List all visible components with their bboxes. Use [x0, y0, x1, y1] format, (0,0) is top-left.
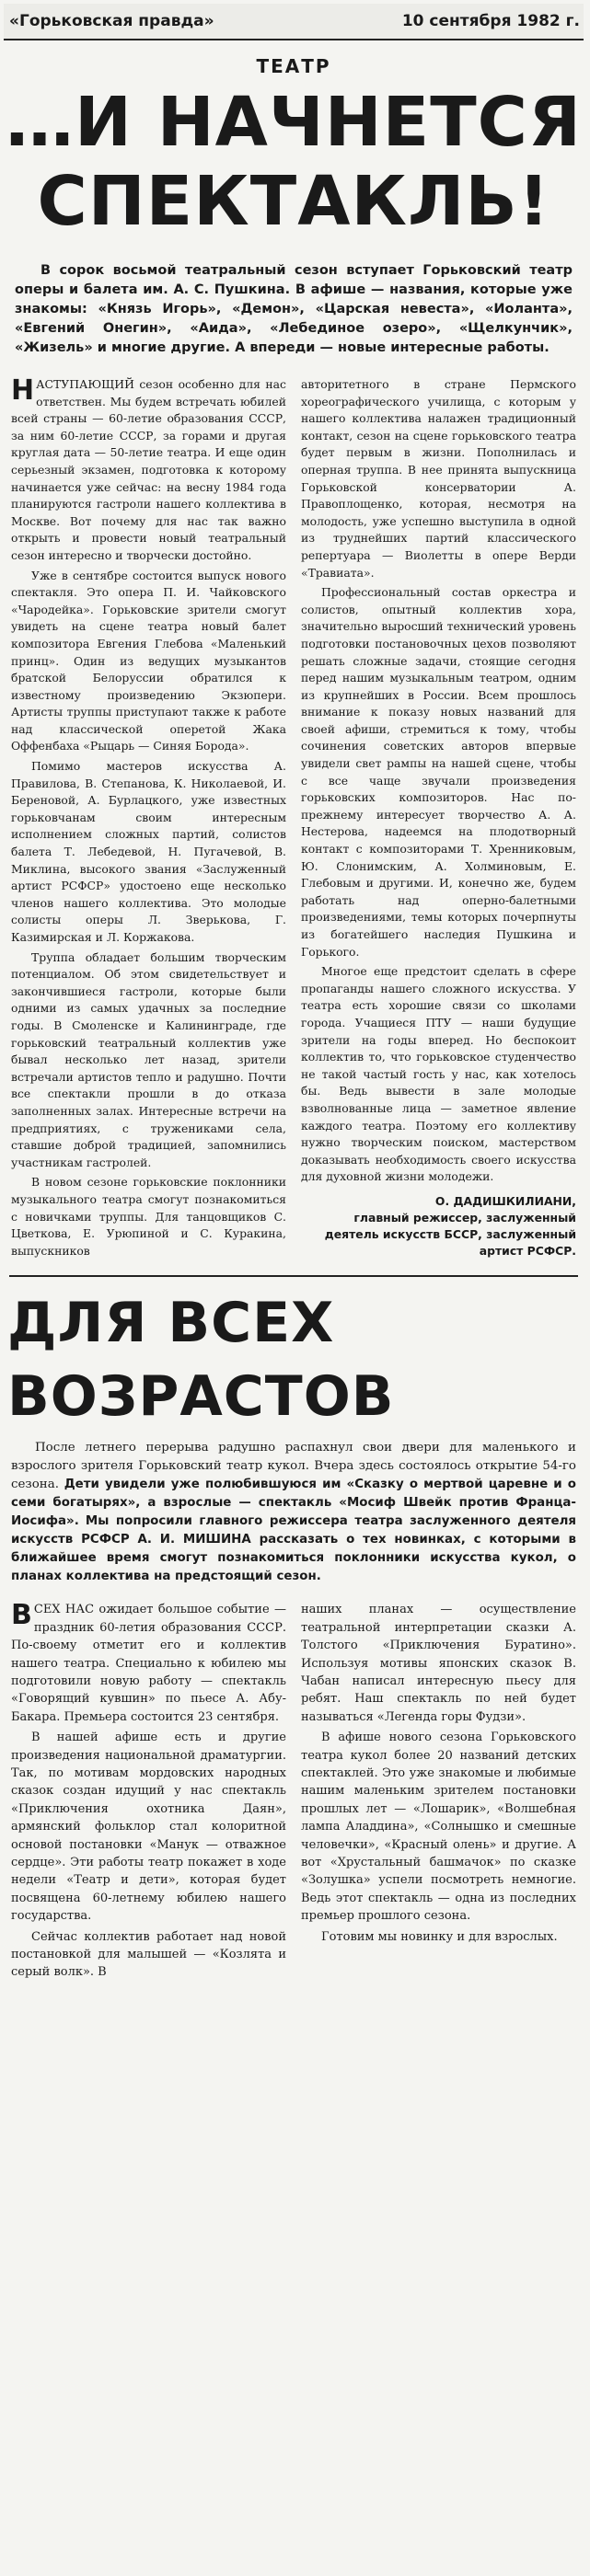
- lead-bold-text: Дети увидели уже полюбившуюся им «Сказку о мертвой царевне и о семи богатырях», а взрослые — спектакль «Мосиф Швейк против Франца-Иосифа».: [11, 1478, 576, 1529]
- author-title: главный режиссер, заслуженный деятель искусств БССР, заслуженный артист РСФСР.: [324, 1210, 576, 1258]
- paragraph: ВСЕХ НАС ожидает большое событие — праздник 60-летия образования СССР. По-своему отметит его и коллектив нашего театра. Специально к юбилею мы подготовили новую работу — спектакль «Говорящий кувшин» по пьесе А. Абу-Бакара. Премьера состоится 23 сентября.: [11, 1599, 286, 1724]
- author-signature: [301, 1193, 576, 1259]
- paragraph: Многое еще предстоит сделать в сфере пропаганды нашего сложного искусства. У театра есть хорошие связи со школами города. Учащиеся ПТУ — наши будущие зрители на годы вперед. Но беспокоит коллектив то, что горьковское студенчество не такой частый гость у нас, как хотелось бы. Ведь вывести в зале молодые взволнованные лица — заметное явление каждого театра. Поэтому его коллективу нужно творческим поиском, мастерством доказывать необходимость своего искусства для духовной жизни молодежи.: [301, 964, 576, 1184]
- headline-line-1: …И НАЧНЕТСЯ: [6, 83, 582, 162]
- article-2-column-2: [301, 1601, 576, 1984]
- article-lead: В сорок восьмой театральный сезон вступает Горьковский театр оперы и балета им. А. С. Пушкина. В афише — названия, которые уже знакомы: «Князь Игорь», «Демон», «Царская невеста», «Иоланта», «Евгений Онегин», «Аида», «Лебединое озеро», «Щелкунчик», «Жизель» и многие другие. А впереди — новые интересные работы.: [15, 263, 573, 355]
- paragraph: В нашей афише есть и другие произведения национальной драматургии. Так, по мотивам мордовских народных сказок создан идущий у нас спектакль «Приключения охотника Даян», армянский фольклор стал колоритной основой постановки «Манук — отважное сердце». Эти работы театр покажет в ходе недели «Театр и дети», которая будет посвящена 60-летнему юбилею нашего государства.: [11, 1731, 286, 1924]
- paragraph: Готовим мы новинку и для взрослых.: [321, 1929, 558, 1944]
- newspaper-clipping: [4, 4, 584, 2569]
- article-2-lead: [11, 1439, 576, 1586]
- lead-bold-text-2: Мы попросили главного режиссера театра заслуженного деятеля искусств РСФСР А. И. МИШИНА рассказать о тех новинках, с которыми в ближайшее время смогут познакомиться поклонники искусства кукол, о планах коллектива на предстоящий сезон.: [11, 1514, 576, 1584]
- headline-2: ДЛЯ ВСЕХ ВОЗРАСТОВ: [7, 1291, 395, 1430]
- article-column-1: [11, 376, 286, 1262]
- paragraph: Уже в сентябре состоится выпуск нового спектакля. Это опера П. И. Чайковского «Чародейка». Горьковские зрители смогут увидеть на сцене театра новый балет композитора Евгения Глебова «Маленький принц». Один из ведущих музыкантов братской Белоруссии обратился к известному произведению Экзюпери. Артисты труппы приступают также к работе над классической оперетой Жака Оффенбаха «Рыцарь — Синяя Борода».: [11, 568, 286, 753]
- headline-line-2: СПЕКТАКЛЬ!: [37, 162, 550, 241]
- paragraph: Профессиональный состав оркестра и солистов, опытный коллектив хора, значительно выросший технический уровень подготовки постановочных цехов позволяют решать сложные задачи, стоящие сегодня перед нашим музыкальным театром, одним из крупнейших в России. Всем прошлось внимание к показу новых названий для своей афиши, стремиться к тому, чтобы сочинения советских авторов впервые увидели свет рампы на нашей сцене, чтобы с все чаще звучали произведения горьковских композиторов. Нас по-прежнему интересует творчество А. А. Нестерова, надеемся на плодотворный контакт с композиторами Т. Хренниковым, Ю. Слонимским, А. Холминовым, Е. Глебовым и другими. И, конечно же, будем работать над оперно-балетными произведениями, темы которых почерпнуты из богатейшего наследия Пушкина и Горького.: [301, 585, 576, 959]
- masthead: [4, 4, 584, 40]
- paragraph: наших планах — осуществление театральной интерпретации сказки А. Толстого «Приключения Буратино». Используя мотивы японских сказок В. Чабан написал интересную пьесу для ребят. Наш спектакль по ней будет называться «Легенда горы Фудзи».: [301, 1603, 576, 1724]
- paragraph: Сейчас коллектив работает над новой постановкой для малышей — «Козлята и серый волк». В: [11, 1929, 286, 1980]
- section-rubric: ТЕАТР: [256, 55, 331, 77]
- newspaper-name: «Горьковская правда»: [9, 12, 214, 30]
- drop-cap: Н: [11, 374, 35, 407]
- drop-cap: В: [11, 1599, 32, 1632]
- divider: [9, 1275, 578, 1277]
- paragraph: НАСТУПАЮЩИЙ сезон особенно для нас ответствен. Мы будем встречать юбилей всей страны — 60-летие образования СССР, за ним 60-летие СССР, за горами и другая круглая дата — 50-летие театра. И еще один серьезный экзамен, подготовка к которому начинается уже сейчас: на весну 1984 года планируются гастроли нашего коллектива в Москве. Вот почему для нас так важно открыть и провести новый театральный сезон интересно и творчески достойно.: [11, 374, 286, 562]
- paragraph: Помимо мастеров искусства А. Правилова, В. Степанова, К. Николаевой, И. Береновой, А. Бурлацкого, уже известных горьковчанам своим интересным исполнением сложных партий, солистов балета Т. Лебедевой, Н. Пугачевой, В. Миклина, высокого звания «Заслуженный артист РСФСР» удостоено еще несколько членов нашего коллектива. Это молодые солисты оперы Л. Зверькова, Г. Казимирская и Л. Коржакова.: [11, 759, 286, 944]
- paragraph: авторитетного в стране Пермского хореографического училища, с которым у нашего коллектива налажен традиционный контакт, сезон на сцене горьковского театра будет первым в жизни. Пополнилась и оперная труппа. В нее принята выпускница Горьковской консерватории А. Правоплощенко, которая, несмотря на молодость, уже успешно выступила в одной из труднейших партий классического репертуара — Виолетты в опере Верди «Травиата».: [301, 377, 576, 580]
- lead-text: После летнего перерыва радушно распахнул свои двери для маленького и взрослого зрителя Горьковский театр кукол. Вчера здесь состоялось открытие 54-го сезона.: [11, 1441, 576, 1492]
- paragraph: В афише нового сезона Горьковского театра кукол более 20 названий детских спектаклей. Это уже знакомые и любимые нашим маленьким зрителем постановки прошлых лет — «Лошарик», «Волшебная лампа Аладдина», «Солнышко и смешные человечки», «Красный олень» и другие. А вот «Хрустальный башмачок» по сказке «Золушка» успели посмотреть немногие. Ведь этот спектакль — одна из последних премьер прошлого сезона.: [301, 1731, 576, 1924]
- article-2-body: [4, 1601, 584, 1984]
- issue-date: 10 сентября 1982 г.: [401, 12, 580, 30]
- author-name: О. ДАДИШКИЛИАНИ,: [434, 1193, 576, 1208]
- article-column-2: [301, 376, 576, 1262]
- paragraph: Труппа обладает большим творческим потенциалом. Об этом свидетельствует и закончившиеся гастроли, которые были одними из самых удачных за последние годы. В Смоленске и Калининграде, где горьковский театральный коллектив уже бывал несколько лет назад, зрители встречали артистов тепло и радушно. Почти все спектакли прошли в до отказа заполненных залах. Интересные встречи на предприятиях, с тружениками села, ставшие доброй традицией, запомнились участникам гастролей.: [11, 949, 286, 1169]
- article-body: [4, 376, 584, 1262]
- article-2-column-1: [11, 1601, 286, 1984]
- paragraph: В новом сезоне горьковские поклонники музыкального театра смогут познакомиться с новичками труппы. Для танцовщиков С. Цветкова, Е. Урюпиной и С. Куракина, выпускников: [11, 1175, 286, 1258]
